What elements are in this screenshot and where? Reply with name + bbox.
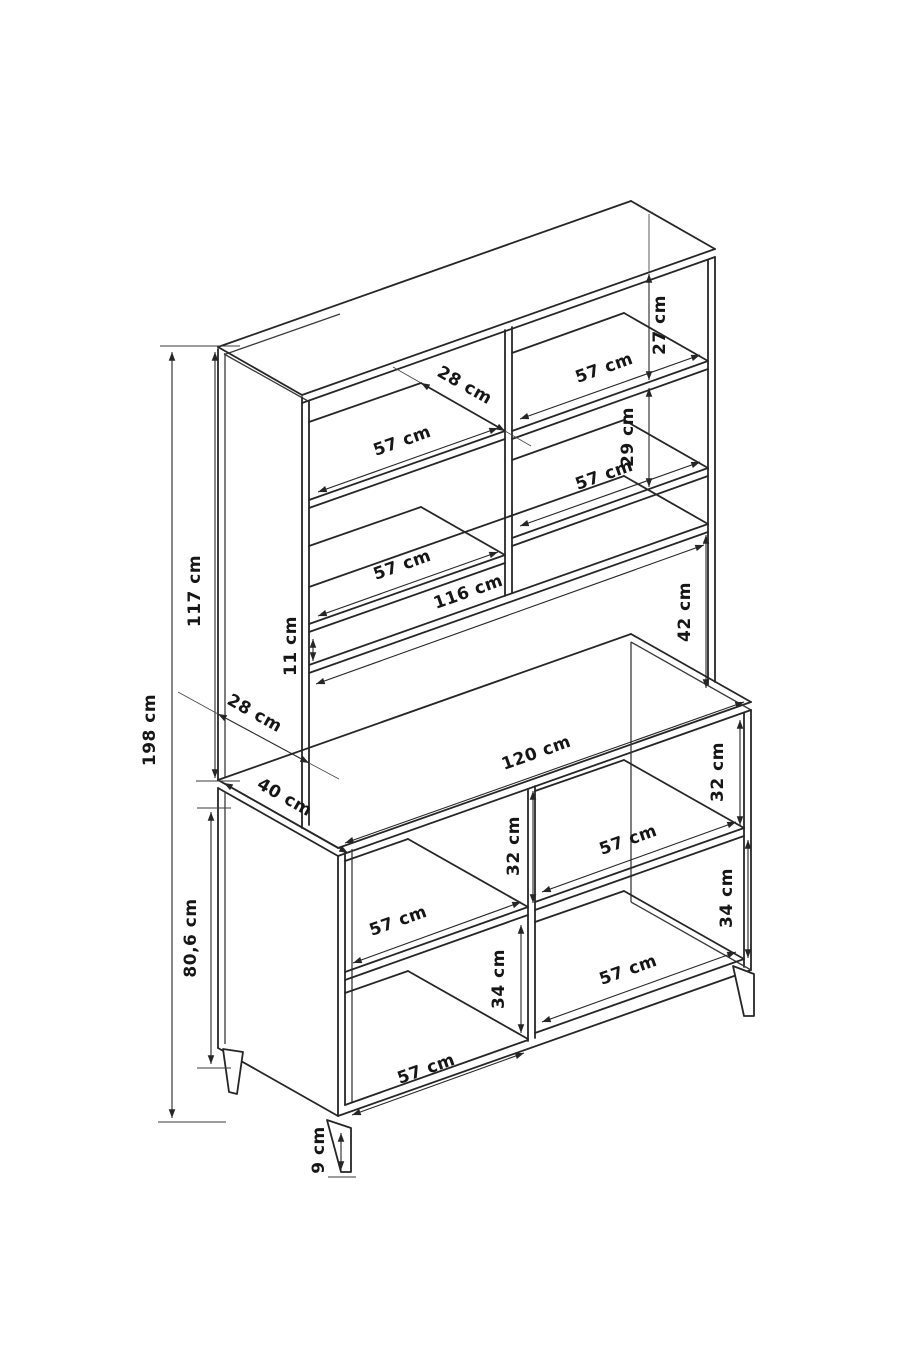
dim-interior-width: 116 cm xyxy=(430,570,506,614)
dim-leg-height: 9 cm xyxy=(309,1126,329,1174)
dim-hutch-right-shelf1-width: 57 cm xyxy=(572,348,636,388)
dim-hutch-left-shelf2-width: 57 cm xyxy=(370,545,434,585)
dim-total-width: 120 cm xyxy=(498,731,574,775)
dim-base-right-floor-width: 57 cm xyxy=(596,950,660,990)
front-left-leg xyxy=(327,1120,351,1172)
dim-hutch-right-shelf2-width: 57 cm xyxy=(572,455,636,495)
dimension-lines xyxy=(158,214,748,1177)
dim-base-right-shelf-width: 57 cm xyxy=(596,820,660,860)
dim-base-depth: 40 cm xyxy=(253,774,316,822)
dim-hutch-depth-top: 28 cm xyxy=(433,362,496,410)
dim-hutch-depth-bottom: 28 cm xyxy=(223,690,286,738)
dim-hutch-opening-height: 42 cm xyxy=(675,582,695,642)
dim-hutch-right-mid-gap: 29 cm xyxy=(618,407,638,467)
front-right-leg xyxy=(733,966,754,1016)
back-left-leg xyxy=(223,1049,243,1094)
dim-base-left-top-gap: 32 cm xyxy=(504,816,524,876)
dim-base-right-top-gap: 32 cm xyxy=(708,742,728,802)
dim-hutch-height: 117 cm xyxy=(185,554,205,628)
hutch-divider xyxy=(505,327,512,596)
dim-base-left-floor-width: 57 cm xyxy=(394,1049,458,1089)
dim-hutch-right-top-gap: 27 cm xyxy=(650,295,670,355)
dim-base-height: 80,6 cm xyxy=(181,898,201,978)
base-divider xyxy=(528,786,535,1041)
dim-base-right-bottom-gap: 34 cm xyxy=(717,868,737,928)
dimension-labels xyxy=(140,295,737,1174)
hutch-shelves xyxy=(309,313,708,673)
hutch-outline xyxy=(218,201,715,828)
dim-hutch-left-shelf1-width: 57 cm xyxy=(370,421,434,461)
dim-total-height: 198 cm xyxy=(140,693,160,767)
dim-base-left-shelf-width: 57 cm xyxy=(366,901,430,941)
dim-base-left-bottom-gap: 34 cm xyxy=(489,949,509,1009)
base-outline xyxy=(218,634,751,1116)
dim-hutch-left-bottom-gap: 11 cm xyxy=(281,616,301,676)
